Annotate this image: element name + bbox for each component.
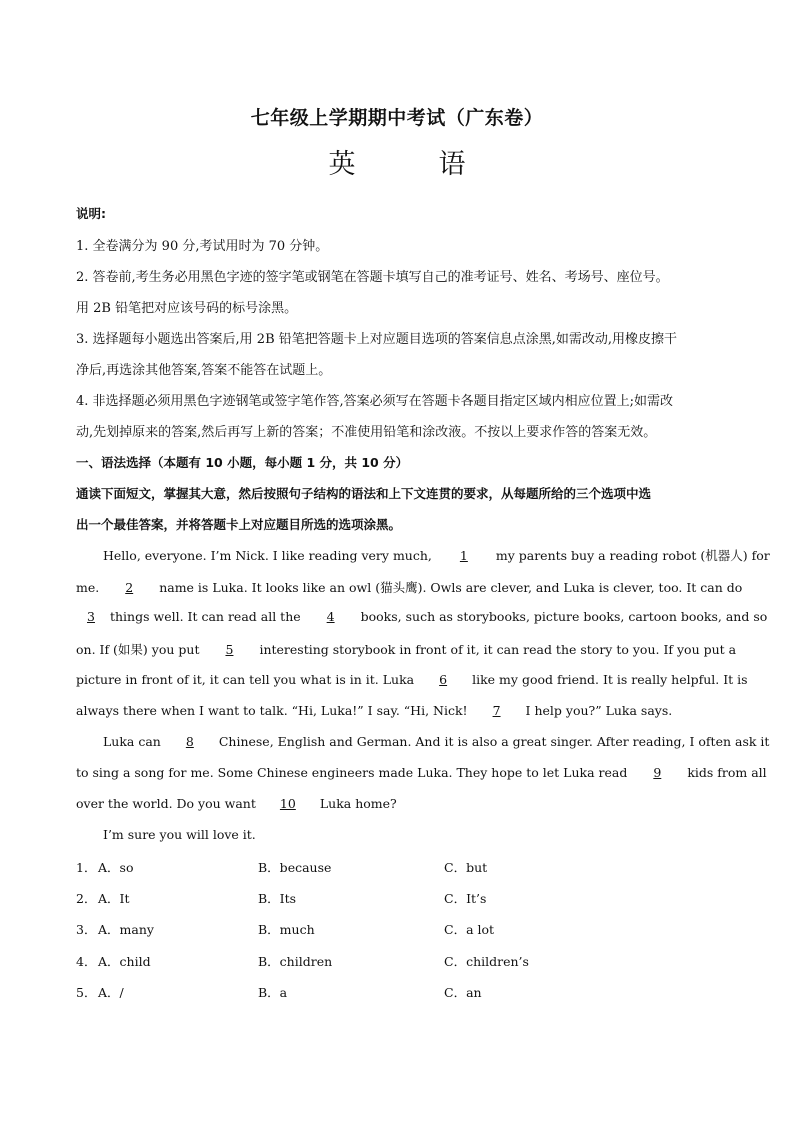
instruction-line: 用 2B 铅笔把对应该号码的标号涂黑。 <box>76 301 298 316</box>
passage-text: me. <box>76 580 100 595</box>
question-number: 3． <box>76 922 97 937</box>
passage-line <box>76 578 742 596</box>
option-c: C．but <box>444 860 488 875</box>
exam-title: 七年级上学期期中考试（广东卷） <box>250 107 544 129</box>
option-c: C．children’s <box>444 954 529 969</box>
option-b: B．Its <box>258 891 297 906</box>
blank-1: 1 <box>459 548 468 563</box>
question-options <box>76 889 716 907</box>
passage-text: to sing a song for me. Some Chinese engineers made Luka. They hope to let Luka read <box>76 765 628 780</box>
question-number: 1． <box>76 860 97 875</box>
option-a: A．so <box>98 860 134 875</box>
passage-line <box>76 765 767 780</box>
passage-text: over the world. Do you want <box>76 796 256 811</box>
passage-line <box>76 609 767 624</box>
option-c: C．It’s <box>444 891 487 906</box>
instruction-line: 4. 非选择题必须用黑色字迹钢笔或签字笔作答,答案必须写在答题卡各题目指定区域内相应位置上;如需改 <box>76 394 674 409</box>
passage-line <box>76 703 672 718</box>
instruction-line: 1. 全卷满分为 90 分,考试用时为 70 分钟。 <box>76 239 329 254</box>
instruction-line: 净后,再选涂其他答案,答案不能答在试题上。 <box>76 363 332 378</box>
option-a: A．/ <box>98 985 124 1000</box>
question-options <box>76 983 716 1001</box>
question-options <box>76 858 716 876</box>
option-c: C．an <box>444 985 482 1000</box>
option-b: B．much <box>258 922 315 937</box>
blank-6: 6 <box>439 672 448 687</box>
passage-text: books, such as storybooks, picture books, cartoon books, and so <box>360 609 768 624</box>
option-a: A．many <box>98 922 154 937</box>
question-options <box>76 920 716 938</box>
instruction-line: 动,先划掉原来的答案,然后再写上新的答案；不准使用铅笔和涂改液。不按以上要求作答的答案无效。 <box>76 425 657 440</box>
blank-10: 10 <box>279 796 296 811</box>
passage-text: kids from all <box>687 765 767 780</box>
option-a: A．It <box>98 891 130 906</box>
passage-text: Chinese, English and German. And it is also a great singer. After reading, I often ask it <box>218 734 770 749</box>
passage-line <box>76 796 397 811</box>
option-b: B．a <box>258 985 288 1000</box>
instruction-line: 3. 选择题每小题选出答案后,用 2B 铅笔把答题卡上对应题目选项的答案信息点涂黑,如需改动,用橡皮擦干 <box>76 332 678 347</box>
blank-7: 7 <box>492 703 501 718</box>
instruction-line: 2. 答卷前,考生务必用黑色字迹的签字笔或钢笔在答题卡填写自己的准考证号、姓名、考场号、座位号。 <box>76 270 669 285</box>
passage-text: my parents buy a reading robot (机器人) for <box>495 548 770 563</box>
option-b: B．because <box>258 860 332 875</box>
blank-2: 2 <box>125 580 134 595</box>
passage-line <box>76 640 736 658</box>
section-direction: 通读下面短文，掌握其大意，然后按照句子结构的语法和上下文连贯的要求，从每题所给的三个选项中选 <box>76 486 652 501</box>
blank-4: 4 <box>326 609 335 624</box>
passage-line <box>76 672 748 687</box>
subject-title: 英 语 <box>328 149 494 180</box>
passage-text: Luka can <box>103 734 161 749</box>
passage-text: interesting storybook in front of it, it can read the story to you. If you put a <box>259 642 737 657</box>
blank-9: 9 <box>653 765 662 780</box>
blank-5: 5 <box>225 642 234 657</box>
section-direction: 出一个最佳答案，并将答题卡上对应题目所选的选项涂黑。 <box>76 517 402 532</box>
question-options <box>76 952 716 970</box>
instructions-heading: 说明: <box>76 206 106 221</box>
passage-text: always there when I want to talk. “Hi, Luka!” I say. “Hi, Nick! <box>76 703 468 718</box>
passage-text: picture in front of it, it can tell you what is in it. Luka <box>76 672 415 687</box>
blank-8: 8 <box>185 734 194 749</box>
section-heading: 一、语法选择（本题有 10 小题，每小题 1 分，共 10 分） <box>76 455 409 470</box>
passage-line: I’m sure you will love it. <box>103 827 256 842</box>
option-c: C．a lot <box>444 922 495 937</box>
passage-text: Luka home? <box>319 796 397 811</box>
passage-text: I help you?” Luka says. <box>525 703 673 718</box>
passage-line <box>103 734 769 749</box>
question-number: 2． <box>76 891 97 906</box>
question-number: 5． <box>76 985 97 1000</box>
passage-text: like my good friend. It is really helpful. It is <box>472 672 748 687</box>
blank-3: 3 <box>87 609 95 624</box>
option-a: A．child <box>98 954 151 969</box>
question-number: 4． <box>76 954 97 969</box>
passage-line <box>103 546 770 564</box>
passage-text: on. If (如果) you put <box>76 642 200 657</box>
passage-text: name is Luka. It looks like an owl (猫头鹰). Owls are clever, and Luka is clever, too. It can do <box>159 580 743 595</box>
passage-text: Hello, everyone. I’m Nick. I like reading very much, <box>103 548 432 563</box>
passage-text: things well. It can read all the <box>109 609 301 624</box>
option-b: B．children <box>258 954 333 969</box>
